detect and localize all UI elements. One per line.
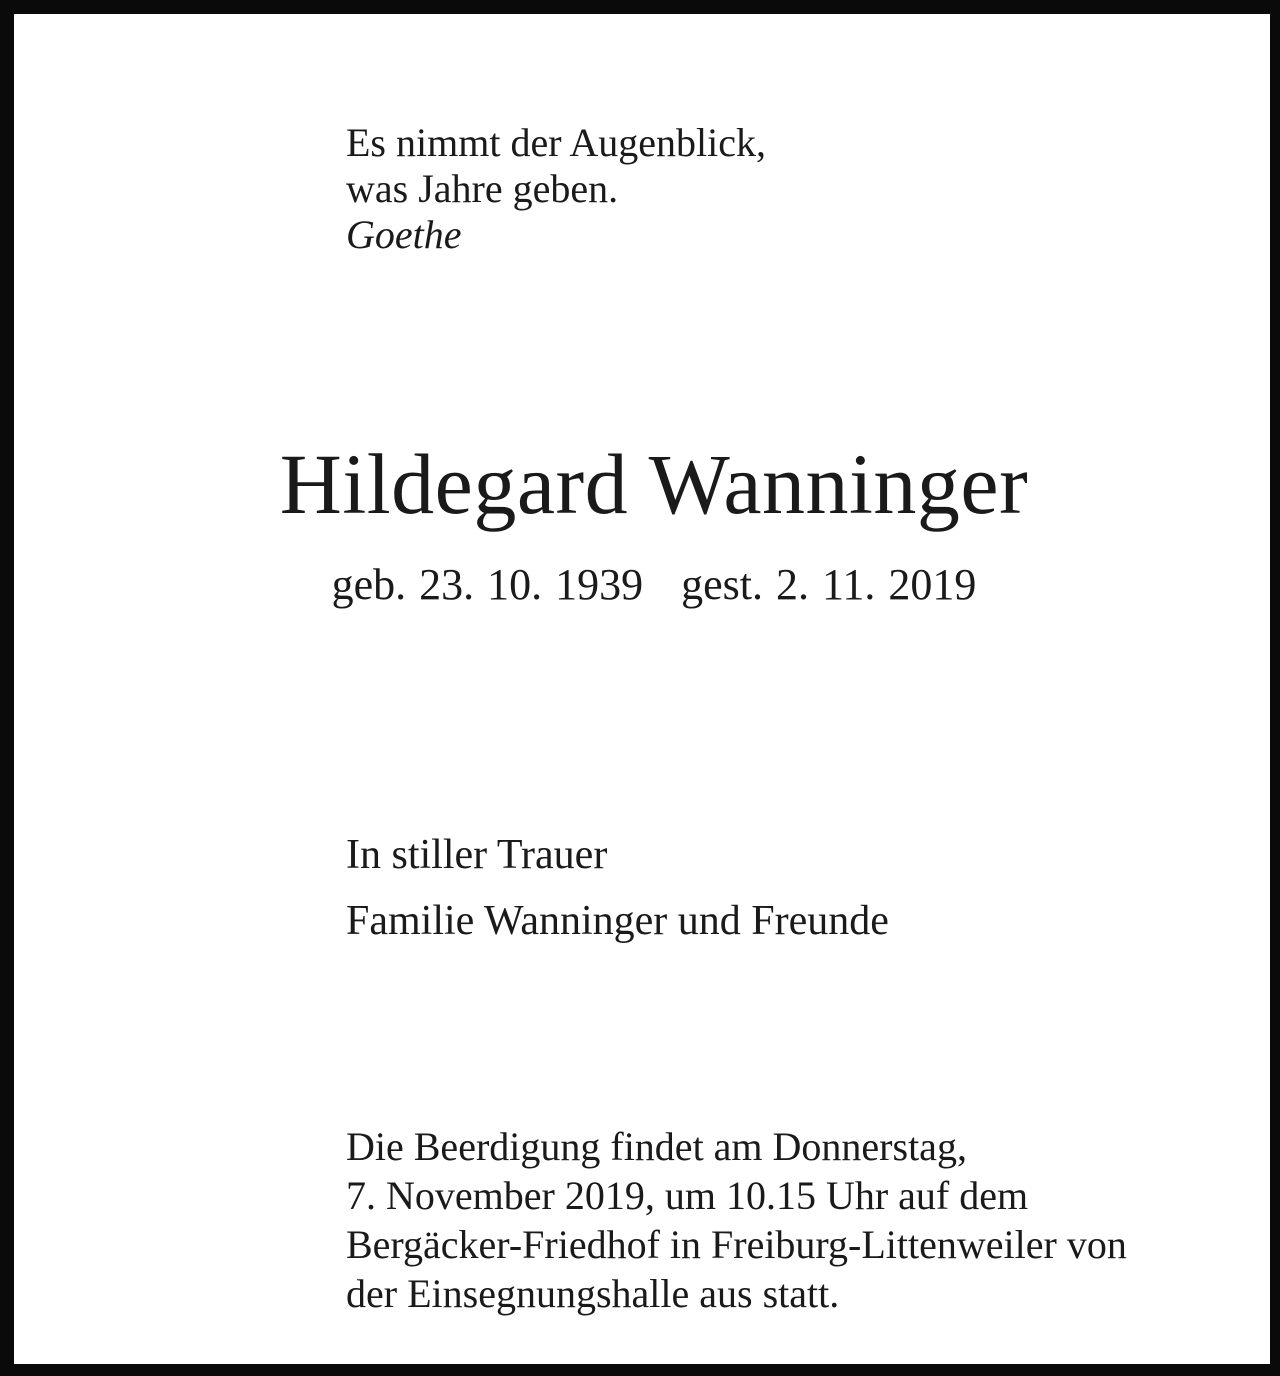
birth-date: geb. 23. 10. 1939	[331, 560, 644, 609]
funeral-info	[346, 1122, 1127, 1318]
mourners-block	[346, 822, 889, 954]
funeral-line: Bergäcker-Friedhof in Freiburg-Littenweiler von	[346, 1222, 1127, 1267]
death-date: gest. 2. 11. 2019	[681, 560, 977, 609]
mourners-names: Familie Wanninger und Freunde	[346, 898, 889, 944]
deceased-name: Hildegard Wanninger	[279, 436, 1029, 532]
mourning-line: In stiller Trauer	[346, 832, 608, 878]
funeral-line: Die Beerdigung findet am Donnerstag,	[346, 1124, 967, 1169]
quote-author: Goethe	[346, 212, 462, 257]
quote-line: Es nimmt der Augenblick,	[346, 120, 766, 165]
funeral-line: 7. November 2019, um 10.15 Uhr auf dem	[346, 1173, 1029, 1218]
funeral-line: der Einsegnungshalle aus statt.	[346, 1271, 840, 1316]
quote-line: was Jahre geben.	[346, 166, 619, 211]
life-dates	[14, 558, 1280, 612]
quote-block	[346, 120, 766, 258]
